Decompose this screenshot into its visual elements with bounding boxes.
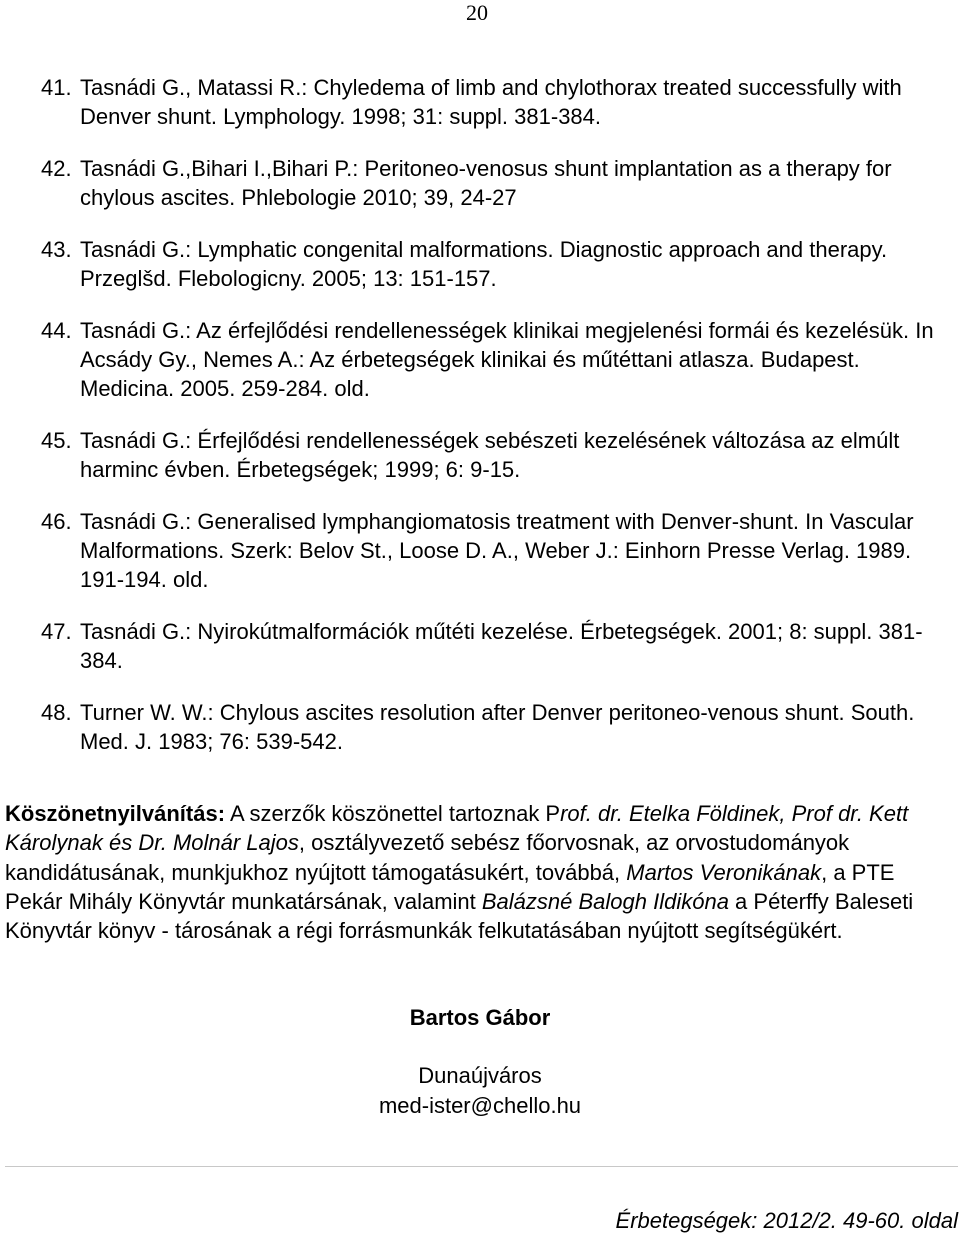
author-address <box>0 1061 960 1121</box>
reference-number: 42. <box>41 156 72 181</box>
author-city: Dunaújváros <box>418 1063 542 1088</box>
reference-text: Tasnádi G.: Generalised lymphangiomatosis treatment with Denver-shunt. In Vascular Malformations. Szerk: Belov St., Loose D. A., Weber J.: Einhorn Presse Verlag. 1989. 191-194. old. <box>80 509 914 592</box>
reference-item <box>41 235 953 293</box>
reference-item <box>41 617 953 675</box>
acknowledgement-heading: Köszönetnyilvánítás: <box>5 801 226 826</box>
reference-item <box>41 507 953 594</box>
reference-number: 45. <box>41 428 72 453</box>
acknowledgement-text: a Péterffy Baleseti Könyvtár könyv - tárosának a régi forrásmunkák felkutatásában nyújtott segítségükért. <box>5 888 914 944</box>
acknowledgement-text: A szerzők köszönettel tartoznak P <box>225 801 561 826</box>
page-number: 20 <box>466 0 488 25</box>
acknowledgement-name: és Dr. Molnár Lajos <box>108 830 299 856</box>
reference-number: 47. <box>41 619 72 644</box>
acknowledgement-name: Balázsné Balogh Ildikóna <box>481 888 729 914</box>
reference-list <box>41 73 953 779</box>
reference-number: 43. <box>41 237 72 262</box>
reference-item <box>41 426 953 484</box>
reference-text: Tasnádi G.: Érfejlődési rendellenességek sebészeti kezelésének változása az elmúlt harminc évben. Érbetegségek; 1999; 6: 9-15. <box>80 428 900 482</box>
reference-item <box>41 154 953 212</box>
reference-text: Tasnádi G.,Bihari I.,Bihari P.: Peritoneo-venosus shunt implantation as a therapy for chylous ascites. Phlebologie 2010; 39, 24-27 <box>80 156 892 210</box>
reference-item <box>41 316 953 403</box>
reference-item <box>41 73 953 131</box>
reference-number: 46. <box>41 509 72 534</box>
reference-text: Tasnádi G.: Az érfejlődési rendellenességek klinikai megjelenési formái és kezelésük. In Acsády Gy., Nemes A.: Az érbetegségek klinikai és műtéttani atlasza. Budapest. Medicina. 2005. 259-284. old. <box>80 318 934 401</box>
acknowledgement-paragraph <box>5 799 957 945</box>
reference-text: Turner W. W.: Chylous ascites resolution after Denver peritoneo-venous shunt. South. Med. J. 1983; 76: 539-542. <box>80 700 915 754</box>
reference-number: 41. <box>41 75 72 100</box>
acknowledgement-text: , osztályvezető sebész főorvosnak, az orvostudományok kandidátusának, munkjukhoz nyújtott támogatásukért, továbbá, <box>5 830 850 885</box>
reference-text: Tasnádi G.: Lymphatic congenital malformations. Diagnostic approach and therapy. Przeglšd. Flebologicny. 2005; 13: 151-157. <box>80 237 888 291</box>
acknowledgement-text: , a PTE Pekár Mihály Könyvtár munkatársának, valamint <box>5 859 895 914</box>
reference-number: 44. <box>41 318 72 343</box>
footer-divider <box>5 1166 958 1167</box>
reference-number: 48. <box>41 700 72 725</box>
reference-item <box>41 698 953 756</box>
author-email: med-ister@chello.hu <box>378 1093 582 1118</box>
acknowledgement-name: Martos Veronikának <box>626 859 822 885</box>
reference-text: Tasnádi G.: Nyirokútmalformációk műtéti kezelése. Érbetegségek. 2001; 8: suppl. 381-384. <box>80 619 923 673</box>
reference-text: Tasnádi G., Matassi R.: Chyledema of limb and chylothorax treated successfully with Denver shunt. Lymphology. 1998; 31: suppl. 381-384. <box>80 75 902 129</box>
author-name: Bartos Gábor <box>409 1005 551 1030</box>
footer-citation: Érbetegségek: 2012/2. 49-60. oldal <box>615 1208 958 1233</box>
acknowledgement-name: rof. dr. Etelka Földinek, Prof dr. Kett Károlynak <box>5 801 909 856</box>
